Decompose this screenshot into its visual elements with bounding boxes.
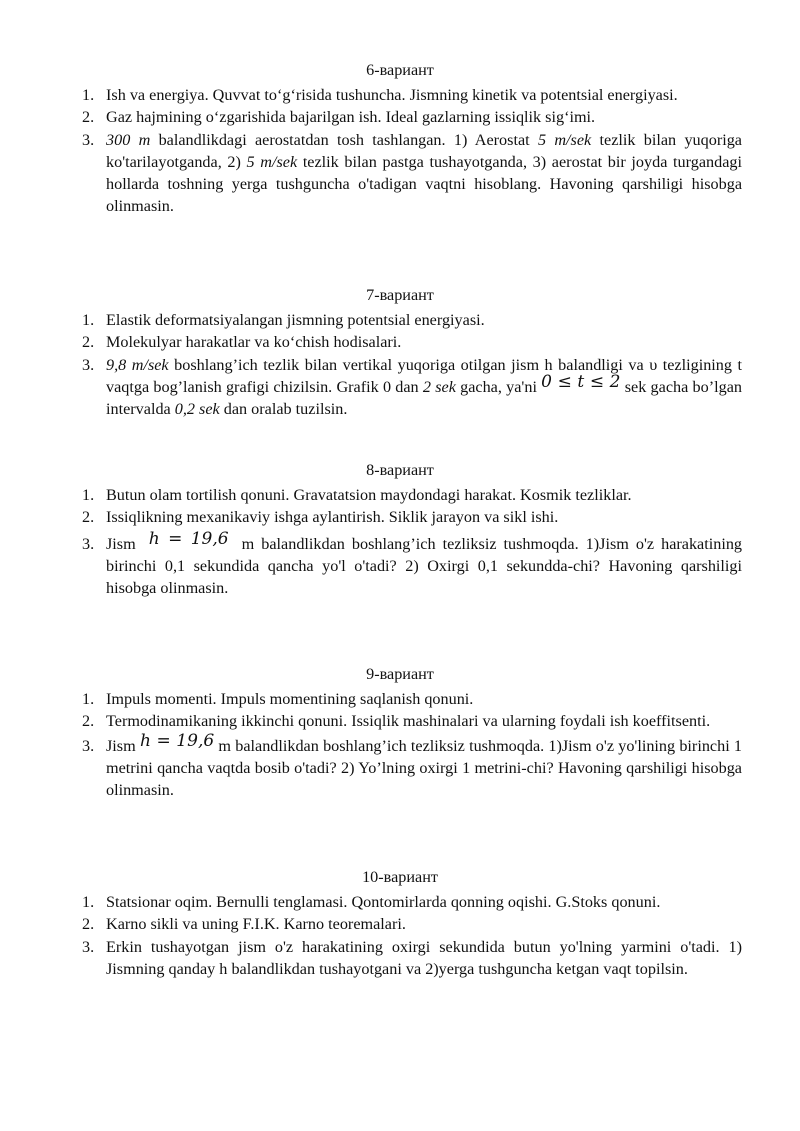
- question-text: boshlang’ich tezlik bilan vertikal yuqoriga otilgan jism h balandligi va υ tezligining t vaqtga bog’lanish grafigi chizilsin. Grafik 0 dan: [106, 355, 743, 396]
- height-formula: h = 19,6: [148, 528, 229, 549]
- italic-value: 0,2 sek: [174, 400, 220, 419]
- question-text: m balandlikdan boshlang’ich tezliksiz tushmoqda. 1)Jism o'z yo'lining birinchi 1 metrini qancha vaqtda bosib o'tadi? 2) Yo’lning oxirgi 1 metrini-chi? Havoning qarshiligi hisobga olinmasin.: [106, 736, 743, 800]
- question-text: Butun olam tortilish qonuni. Gravatatsion maydondagi harakat. Kosmik tezliklar.: [106, 486, 632, 504]
- item-number: 1.: [82, 893, 95, 911]
- question-text: balandlikdagi aerostatdan tosh tashlangan. 1) Aerostat: [150, 130, 538, 149]
- variant-7: [0, 284, 800, 420]
- question-item: [0, 84, 800, 106]
- variant-title: 6-вариант: [366, 61, 434, 79]
- variant-9: [0, 663, 800, 801]
- italic-value: 5 m/sek: [537, 130, 592, 149]
- item-number: 1.: [82, 486, 95, 504]
- question-list: [0, 484, 800, 599]
- question-text: gacha, ya'ni: [455, 377, 542, 396]
- item-number: 2.: [82, 108, 95, 127]
- question-item: [0, 936, 800, 981]
- question-item: [0, 309, 800, 331]
- italic-value: 5 m/sek: [246, 152, 298, 171]
- question-list: [0, 84, 800, 218]
- item-number: 2.: [82, 915, 95, 934]
- question-text: Karno sikli va uning F.I.K. Karno teoremalari.: [106, 915, 406, 934]
- variant-title: 8-вариант: [366, 461, 434, 479]
- question-text: Impuls momenti. Impuls momentining saqlanish qonuni.: [106, 690, 474, 708]
- question-item: [0, 331, 800, 353]
- item-number: 3.: [82, 130, 95, 149]
- item-number: 1.: [82, 690, 95, 708]
- item-number: 2.: [82, 508, 95, 527]
- variant-10: [0, 866, 800, 980]
- italic-value: 300 m: [106, 130, 151, 149]
- item-number: 3.: [82, 937, 95, 956]
- question-item: [0, 688, 800, 710]
- variant-8: [0, 459, 800, 599]
- variant-title: 7-вариант: [366, 286, 434, 304]
- item-number: 2.: [82, 333, 95, 352]
- variant-6: [0, 59, 800, 218]
- question-text: sek gacha bo’lgan intervalda: [106, 377, 742, 419]
- italic-value: 9,8 m/sek: [106, 355, 169, 374]
- question-item: [0, 484, 800, 506]
- question-item: [0, 506, 800, 528]
- item-number: 1.: [82, 311, 95, 329]
- question-text: Jism: [106, 534, 136, 553]
- question-item: [0, 730, 800, 802]
- question-item: [0, 891, 800, 913]
- variant-title: 9-вариант: [366, 665, 434, 683]
- question-text: Molekulyar harakatlar va ko‘chish hodisalari.: [106, 333, 402, 352]
- question-text: Elastik deformatsiyalangan jismning potentsial energiyasi.: [106, 311, 485, 329]
- variant-title: 10-вариант: [362, 868, 438, 886]
- question-list: [0, 309, 800, 420]
- question-item: [0, 710, 800, 732]
- question-text: Gaz hajmining o‘zgarishida bajarilgan ish. Ideal gazlarning issiqlik sig‘imi.: [106, 108, 596, 127]
- question-item: [0, 129, 800, 218]
- question-item: [0, 106, 800, 128]
- question-text: dan oralab tuzilsin.: [219, 400, 348, 419]
- question-item: [0, 528, 800, 600]
- italic-value: 2 sek: [422, 377, 456, 396]
- item-number: 1.: [82, 86, 95, 104]
- question-list: [0, 688, 800, 801]
- question-text: Erkin tushayotgan jism o'z harakatining oxirgi sekundida butun yo'lning yarmini o'tadi. 1) Jismning qanday h balandlikdan tushayotgani va 2)yerga tushguncha ketgan vaqt topilsin.: [106, 937, 742, 978]
- item-number: 2.: [82, 712, 95, 731]
- item-number: 3.: [82, 736, 95, 755]
- question-item: [0, 913, 800, 935]
- item-number: 3.: [82, 534, 95, 553]
- question-text: Ish va energiya. Quvvat to‘g‘risida tushuncha. Jismning kinetik va potentsial energiyasi.: [106, 86, 678, 104]
- height-formula: h = 19,6: [139, 730, 215, 751]
- question-text: m balandlikdan boshlang’ich tezliksiz tushmoqda. 1)Jism o'z harakatining birinchi 0,1 sekundida qancha yo'l o'tadi? 2) Oxirgi 0,1 sekundda-chi? Havoning qarshiligi hisobga olinmasin.: [106, 534, 743, 598]
- question-text: Termodinamikaning ikkinchi qonuni. Issiqlik mashinalari va ularning foydali ish koeffitsenti.: [106, 712, 711, 731]
- question-text: tezlik bilan yuqoriga ko'tarilayotganda, 2): [106, 130, 742, 171]
- question-list: [0, 891, 800, 980]
- question-text: Statsionar oqim. Bernulli tenglamasi. Qontomirlarda qonning oqishi. G.Stoks qonuni.: [106, 893, 661, 911]
- inequality-formula: 0 ≤ t ≤ 2: [541, 371, 621, 392]
- question-text: Jism: [106, 736, 136, 755]
- question-text: Issiqlikning mexanikaviy ishga aylantirish. Siklik jarayon va sikl ishi.: [106, 508, 559, 527]
- item-number: 3.: [82, 355, 95, 374]
- question-text: tezlik bilan pastga tushayotganda, 3) aerostat bir joyda turgandagi hollarda toshning yerga tushguncha o'tadigan vaqtni hisoblang. Havoning qarshiligi hisobga olinmasin.: [106, 152, 742, 216]
- question-item: [0, 354, 800, 421]
